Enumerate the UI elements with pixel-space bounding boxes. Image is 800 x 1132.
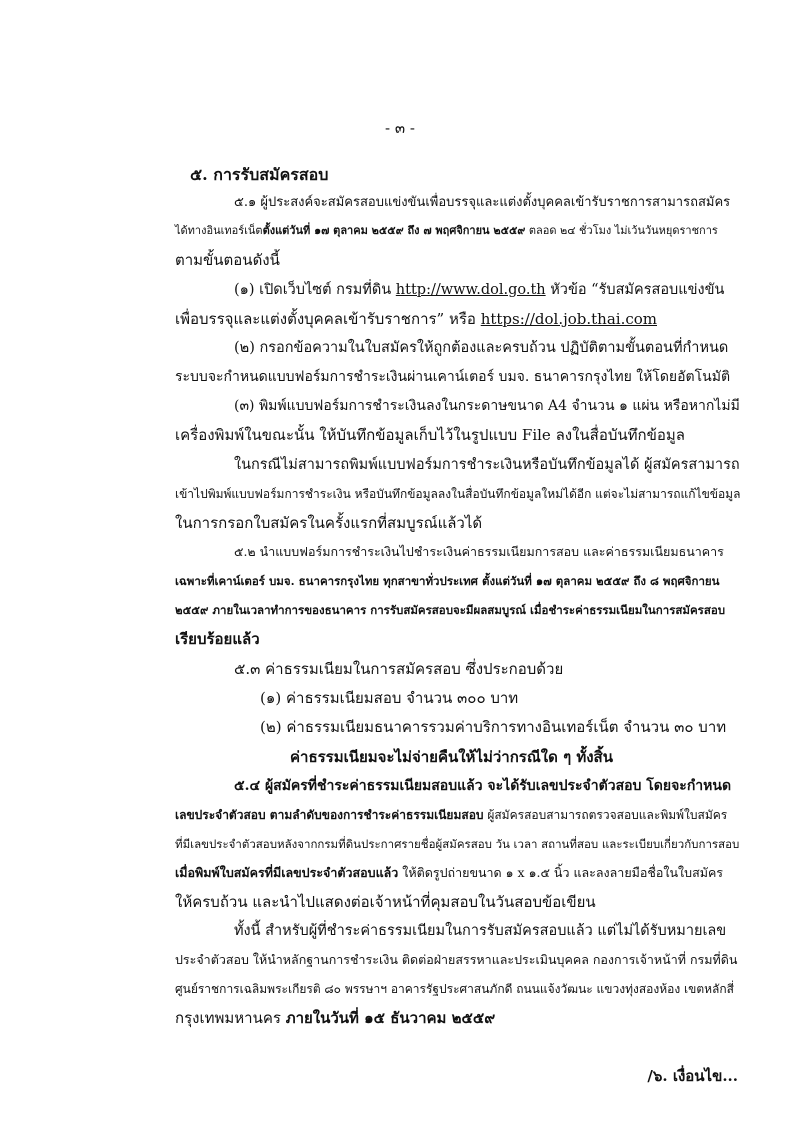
- exam-fee-line: (๑) ค่าธรรมเนียมสอบ จำนวน ๓๐๐ บาท: [260, 689, 519, 707]
- paragraph-5-1-line-3: ตามขั้นตอนดังนี้: [175, 251, 280, 269]
- text: ผู้สมัครสอบสามารถตรวจสอบและพิมพ์ใบสมัคร: [483, 808, 728, 822]
- paragraph-5-4-line-5: ให้ครบถ้วน และนำไปแสดงต่อเจ้าหน้าที่คุมสอบในวันสอบข้อเขียน: [175, 893, 596, 911]
- text: ตลอด ๒๔ ชั่วโมง ไม่เว้นวันหยุดราชการ: [525, 224, 718, 237]
- bank-fee-line: (๒) ค่าธรรมเนียมธนาคารรวมค่าบริการทางอินเทอร์เน็ต จำนวน ๓๐ บาท: [260, 718, 727, 736]
- paragraph-5-4-line-1: ๕.๔ ผู้สมัครที่ชำระค่าธรรมเนียมสอบแล้ว จะได้รับเลขประจำตัวสอบ โดยจะกำหนด: [234, 778, 732, 794]
- page-number: - ๓ -: [385, 119, 415, 137]
- final-paragraph-line-2: ประจำตัวสอบ ให้นำหลักฐานการชำระเงิน ติดต่อฝ่ายสรรหาและประเมินบุคคล กองการเจ้าหน้าที่ กรมที่ดิน: [175, 952, 738, 967]
- step-2-line-1: (๒) กรอกข้อความในใบสมัครให้ถูกต้องและครบถ้วน ปฏิบัติตามขั้นตอนที่กำหนด: [234, 340, 729, 356]
- text: ให้ติดรูปถ่ายขนาด ๑ x ๑.๕ นิ้ว และลงลายมือชื่อในใบสมัคร: [398, 865, 724, 880]
- text: กรุงเทพมหานคร: [175, 1009, 286, 1027]
- section-title: ๕. การรับสมัครสอบ: [190, 165, 329, 184]
- deadline-date: ภายในวันที่ ๑๕ ธันวาคม ๒๕๕๙: [285, 1009, 496, 1027]
- paragraph-5-4-line-3: ที่มีเลขประจำตัวสอบหลังจากกรมที่ดินประกาศรายชื่อผู้สมัครสอบ วัน เวลา สถานที่สอบ และระเบียบเกี่ยวกับการสอบ: [175, 837, 740, 851]
- final-paragraph-line-1: ทั้งนี้ สำหรับผู้ที่ชำระค่าธรรมเนียมในการรับสมัครสอบแล้ว แต่ไม่ได้รับหมายเลข: [234, 923, 727, 939]
- paragraph-5-4-line-2: [175, 806, 727, 824]
- step-1-line-1: [234, 281, 724, 299]
- text: ได้ทางอินเทอร์เน็ต: [175, 224, 263, 237]
- dol-website-link[interactable]: http://www.dol.go.th: [395, 282, 546, 298]
- final-paragraph-line-3: ศูนย์ราชการเฉลิมพระเกียรติ ๘๐ พรรษาฯ อาคารรัฐประศาสนภักดี ถนนแจ้งวัฒนะ แขวงทุ่งสองห้อง เขตหลักสี่: [175, 982, 734, 996]
- paragraph-5-2-line-3: ๒๕๕๙ ภายในเวลาทำการของธนาคาร การรับสมัครสอบจะมีผลสมบูรณ์ เมื่อชำระค่าธรรมเนียมในการสมัครสอบ: [175, 603, 726, 617]
- paragraph-5-3-line-1: ๕.๓ ค่าธรรมเนียมในการสมัครสอบ ซึ่งประกอบด้วย: [234, 660, 564, 678]
- text: (๑) เปิดเว็บไซต์ กรมที่ดิน: [234, 282, 396, 298]
- text: เมื่อพิมพ์ใบสมัครที่มีเลขประจำตัวสอบแล้ว: [175, 865, 399, 880]
- step-2-line-2: ระบบจะกำหนดแบบฟอร์มการชำระเงินผ่านเคาน์เตอร์ บมจ. ธนาคารกรุงไทย ให้โดยอัตโนมัติ: [175, 369, 731, 385]
- note-line-1: ในกรณีไม่สามารถพิมพ์แบบฟอร์มการชำระเงินหรือบันทึกข้อมูลได้ ผู้สมัครสามารถ: [234, 457, 740, 473]
- paragraph-5-1-line-1: ๕.๑ ผู้ประสงค์จะสมัครสอบแข่งขันเพื่อบรรจุและแต่งตั้งบุคคลเข้ารับราชการสามารถสมัคร: [234, 195, 731, 210]
- paragraph-5-2-line-2: เฉพาะที่เคาน์เตอร์ บมจ. ธนาคารกรุงไทย ทุกสาขาทั่วประเทศ ตั้งแต่วันที่ ๑๗ ตุลาคม ๒๕๕๙ ถึง ๘ พฤศจิกายน: [175, 574, 720, 588]
- text: เพื่อบรรจุและแต่งตั้งบุคคลเข้ารับราชการ” หรือ: [175, 310, 481, 328]
- paragraph-5-4-line-4: [175, 864, 723, 882]
- paragraph-5-1-line-2: [175, 222, 718, 240]
- step-3-line-2: เครื่องพิมพ์ในขณะนั้น ให้บันทึกข้อมูลเก็บไว้ในรูปแบบ File ลงในสื่อบันทึกข้อมูล: [175, 426, 685, 444]
- non-refundable-notice: ค่าธรรมเนียมจะไม่จ่ายคืนให้ไม่ว่ากรณีใด ๆ ทั้งสิ้น: [290, 748, 613, 766]
- final-paragraph-line-4: [175, 1009, 495, 1027]
- text: เลขประจำตัวสอบ ตามลำดับของการชำระค่าธรรมเนียมสอบ: [175, 808, 484, 822]
- note-line-3: ในการกรอกใบสมัครในครั้งแรกที่สมบูรณ์แล้วได้: [175, 514, 483, 532]
- paragraph-5-2-line-4: เรียบร้อยแล้ว: [175, 630, 260, 648]
- step-1-line-2: [175, 310, 657, 328]
- step-3-line-1: (๓) พิมพ์แบบฟอร์มการชำระเงินลงในกระดาษขนาด A4 จำนวน ๑ แผ่น หรือหากไม่มี: [234, 398, 740, 414]
- note-line-2: เข้าไปพิมพ์แบบฟอร์มการชำระเงิน หรือบันทึกข้อมูลลงในสื่อบันทึกข้อมูลใหม่ได้อีก แต่จะไม่สามารถแก้ไขข้อมูล: [175, 487, 741, 501]
- registration-period: ตั้งแต่วันที่ ๑๗ ตุลาคม ๒๕๕๙ ถึง ๗ พฤศจิกายน ๒๕๕๙: [262, 224, 526, 237]
- job-website-link[interactable]: https://dol.job.thai.com: [480, 310, 657, 328]
- continuation-marker: /๖. เงื่อนไข...: [647, 1067, 738, 1085]
- text: หัวข้อ “รับสมัครสอบแข่งขัน: [545, 282, 725, 298]
- paragraph-5-2-line-1: ๕.๒ นำแบบฟอร์มการชำระเงินไปชำระเงินค่าธรรมเนียมการสอบ และค่าธรรมเนียมธนาคาร: [234, 544, 724, 559]
